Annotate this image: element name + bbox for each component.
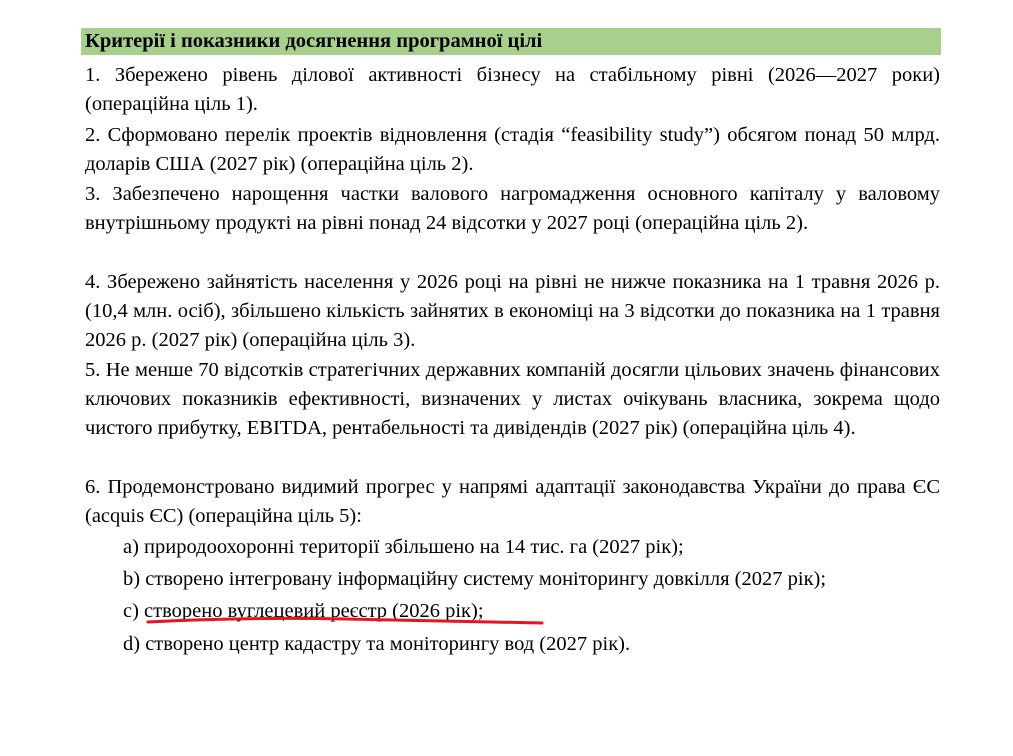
criteria-item-2: 2. Сформовано перелік проектів відновлення (стадія “feasibility study”) обсягом понад 50 млрд. доларів США (2027 рік) (операційна ціль 2).: [85, 124, 940, 175]
subitem-a: a) природоохоронні території збільшено на 14 тис. га (2027 рік);: [123, 536, 684, 558]
section-heading: Критерії і показники досягнення програмної цілі: [81, 28, 941, 55]
red-underline-annotation: [146, 614, 544, 628]
criteria-item-3: 3. Забезпечено нарощення частки валового нагромадження основного капіталу у валовому внутрішньому продукті на рівні понад 24 відсотки у 2027 році (операційна ціль 2).: [85, 183, 940, 234]
subitem-d: d) створено центр кадастру та моніторингу вод (2027 рік).: [123, 633, 631, 655]
subitem-b: b) створено інтегровану інформаційну систему моніторингу довкілля (2027 рік);: [123, 568, 827, 590]
criteria-item-6: 6. Продемонстровано видимий прогрес у напрямі адаптації законодавства України до права ЄС (acquis ЄС) (операційна ціль 5):: [85, 476, 940, 527]
criteria-item-1: 1. Збережено рівень ділової активності бізнесу на стабільному рівні (2026—2027 роки) (операційна ціль 1).: [85, 64, 940, 115]
criteria-item-5: 5. Не менше 70 відсотків стратегічних державних компаній досягли цільових значень фінансових ключових показників ефективності, визначених у листах очікувань власника, зокрема щодо чистого прибутку, EBITDA, рентабельності та дивідендів (2027 рік) (операційна ціль 4).: [85, 359, 940, 439]
subitem-c: c) створено вуглецевий реєстр (2026 рік);: [123, 600, 484, 622]
criteria-item-4: 4. Збережено зайнятість населення у 2026 році на рівні не нижче показника на 1 травня 2026 р. (10,4 млн. осіб), збільшено кількість зайнятих в економіці на 3 відсотки до показника на 1 травня 2026 р. (2027 рік) (операційна ціль 3).: [85, 271, 940, 351]
